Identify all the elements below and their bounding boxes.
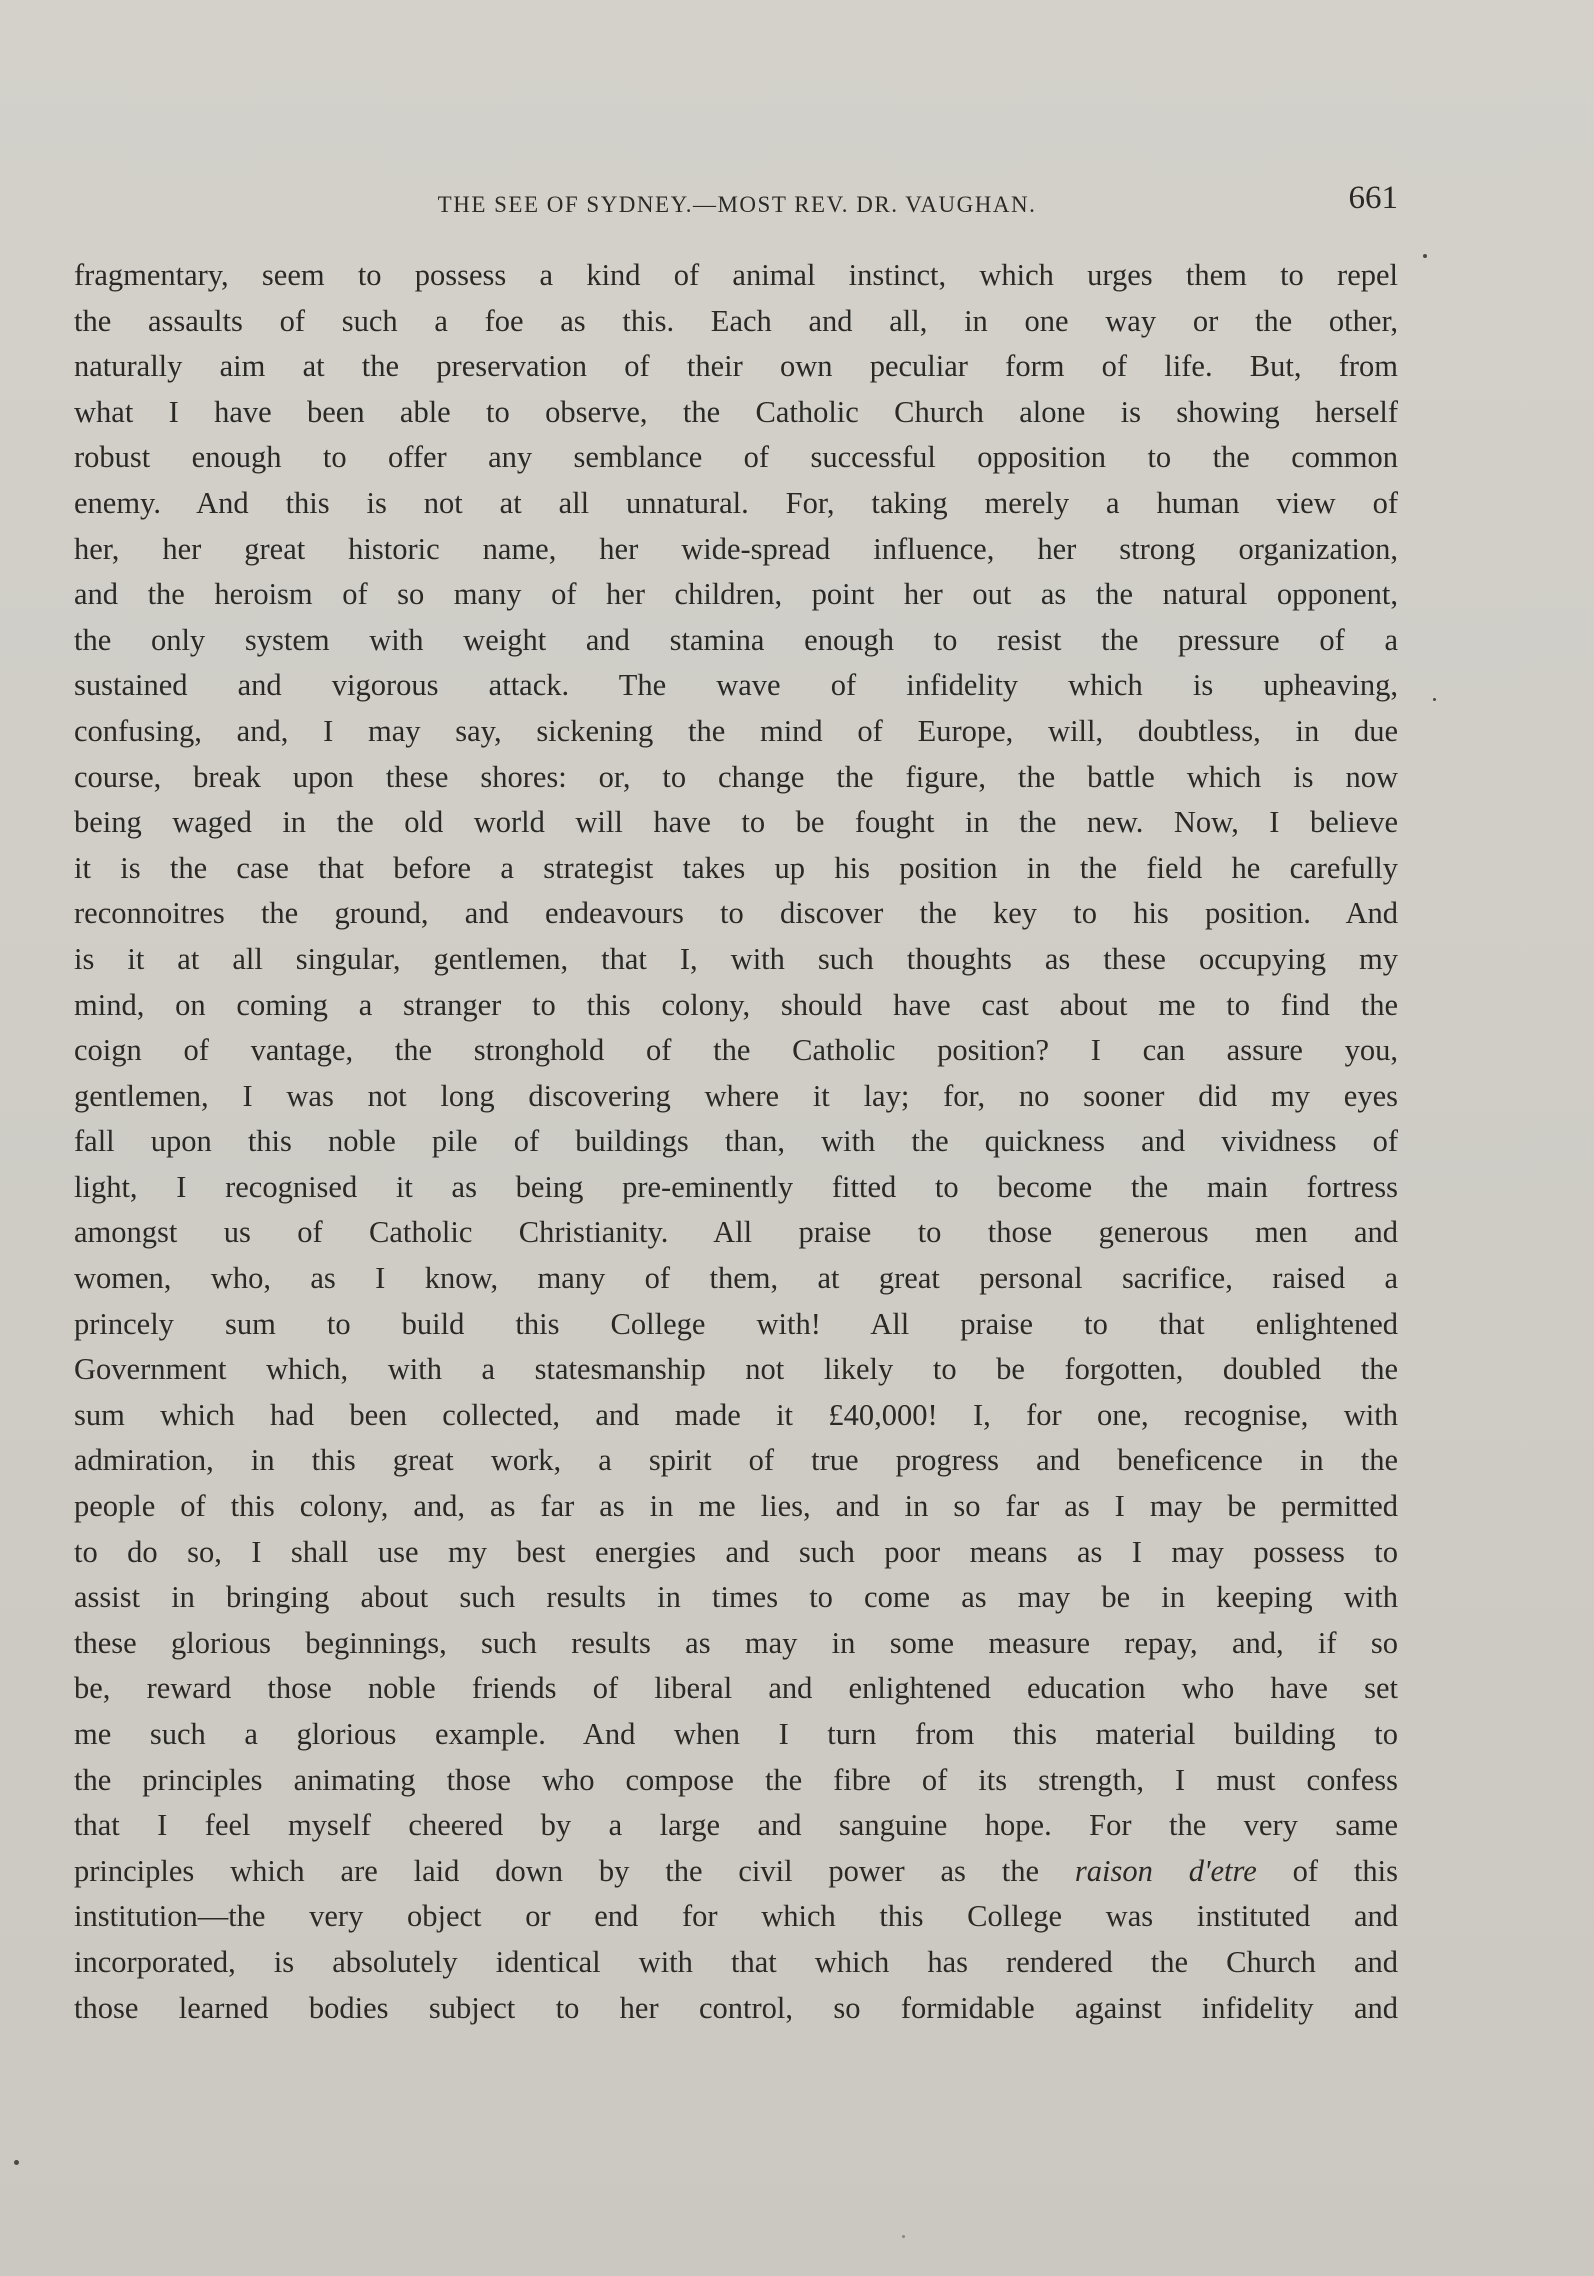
text-line: amongst us of Catholic Christianity. All praise to those generous men and bbox=[74, 1215, 1398, 1250]
text-line: robust enough to offer any semblance of successful opposition to the common bbox=[74, 440, 1398, 475]
text-line-with-italic bbox=[74, 1849, 1398, 1895]
text-line: princely sum to build this College with! All praise to that enlightened bbox=[74, 1306, 1398, 1341]
text-line: course, break upon these shores: or, to change the figure, the battle which is now bbox=[74, 759, 1398, 794]
text-line: is it at all singular, gentlemen, that I, with such thoughts as these occupying my bbox=[74, 941, 1398, 976]
text-line: it is the case that before a strategist takes up his position in the field he carefully bbox=[74, 850, 1398, 885]
text-line: fragmentary, seem to possess a kind of animal instinct, which urges them to repel bbox=[74, 258, 1398, 292]
text-line: those learned bodies subject to her control, so formidable against infidelity and bbox=[74, 1990, 1398, 2025]
text-line: what I have been able to observe, the Catholic Church alone is showing herself bbox=[74, 394, 1398, 429]
text-line: Government which, with a statesmanship not likely to be forgotten, doubled the bbox=[74, 1352, 1398, 1387]
text-line: the only system with weight and stamina enough to resist the pressure of a bbox=[74, 622, 1398, 657]
paper-speck bbox=[1433, 698, 1436, 701]
text-line: these glorious beginnings, such results as may in some measure repay, and, if so bbox=[74, 1625, 1398, 1660]
text-line: to do so, I shall use my best energies and such poor means as I may possess to bbox=[74, 1534, 1398, 1569]
text-line: naturally aim at the preservation of their own peculiar form of life. But, from bbox=[74, 349, 1398, 384]
text-line: confusing, and, I may say, sickening the mind of Europe, will, doubtless, in due bbox=[74, 713, 1398, 748]
text-line: coign of vantage, the stronghold of the Catholic position? I can assure you, bbox=[74, 1033, 1398, 1068]
text-line: assist in bringing about such results in times to come as may be in keeping with bbox=[74, 1580, 1398, 1615]
text-line: and the heroism of so many of her children, point her out as the natural opponent, bbox=[74, 577, 1398, 612]
text-line: women, who, as I know, many of them, at great personal sacrifice, raised a bbox=[74, 1261, 1398, 1296]
running-head: THE SEE OF SYDNEY.—MOST REV. DR. VAUGHAN. bbox=[437, 192, 1037, 217]
text-line: light, I recognised it as being pre-eminently fitted to become the main fortress bbox=[74, 1169, 1398, 1204]
text-line: her, her great historic name, her wide-spread influence, her strong organization, bbox=[74, 531, 1398, 566]
page-header bbox=[76, 180, 1398, 236]
text-line: that I feel myself cheered by a large and sanguine hope. For the very same bbox=[74, 1808, 1398, 1843]
text-line: the assaults of such a foe as this. Each and all, in one way or the other, bbox=[74, 303, 1398, 338]
text-line: being waged in the old world will have to be fought in the new. Now, I believe bbox=[74, 805, 1398, 840]
body-text bbox=[74, 253, 1398, 2031]
text-line: reconnoitres the ground, and endeavours to discover the key to his position. And bbox=[74, 896, 1398, 931]
text-line: fall upon this noble pile of buildings than, with the quickness and vividness of bbox=[74, 1124, 1398, 1159]
text-line: incorporated, is absolutely identical with that which has rendered the Church and bbox=[74, 1944, 1398, 1979]
text-line: gentlemen, I was not long discovering where it lay; for, no sooner did my eyes bbox=[74, 1078, 1398, 1113]
line-segment: of this bbox=[1292, 1853, 1398, 1888]
text-line: the principles animating those who compose the fibre of its strength, I must confess bbox=[74, 1762, 1398, 1797]
line-segment: principles which are laid down by the civil power as the bbox=[74, 1853, 1040, 1888]
paper-speck bbox=[14, 2160, 19, 2165]
italic-phrase: raison d'etre bbox=[1074, 1853, 1257, 1888]
text-line: institution—the very object or end for which this College was instituted and bbox=[74, 1899, 1398, 1934]
text-line: be, reward those noble friends of liberal and enlightened education who have set bbox=[74, 1671, 1398, 1706]
paper-speck bbox=[902, 2235, 905, 2238]
text-line: mind, on coming a stranger to this colony, should have cast about me to find the bbox=[74, 987, 1398, 1022]
text-line: people of this colony, and, as far as in me lies, and in so far as I may be permitted bbox=[74, 1489, 1398, 1524]
text-line: enemy. And this is not at all unnatural. For, taking merely a human view of bbox=[74, 485, 1398, 520]
text-line: sustained and vigorous attack. The wave of infidelity which is upheaving, bbox=[74, 668, 1398, 703]
text-line: admiration, in this great work, a spirit of true progress and beneficence in the bbox=[74, 1443, 1398, 1478]
text-line: me such a glorious example. And when I turn from this material building to bbox=[74, 1717, 1398, 1751]
page-number: 661 bbox=[1348, 180, 1398, 216]
text-line: sum which had been collected, and made it £40,000! I, for one, recognise, with bbox=[74, 1397, 1398, 1432]
paper-speck bbox=[1423, 254, 1427, 258]
